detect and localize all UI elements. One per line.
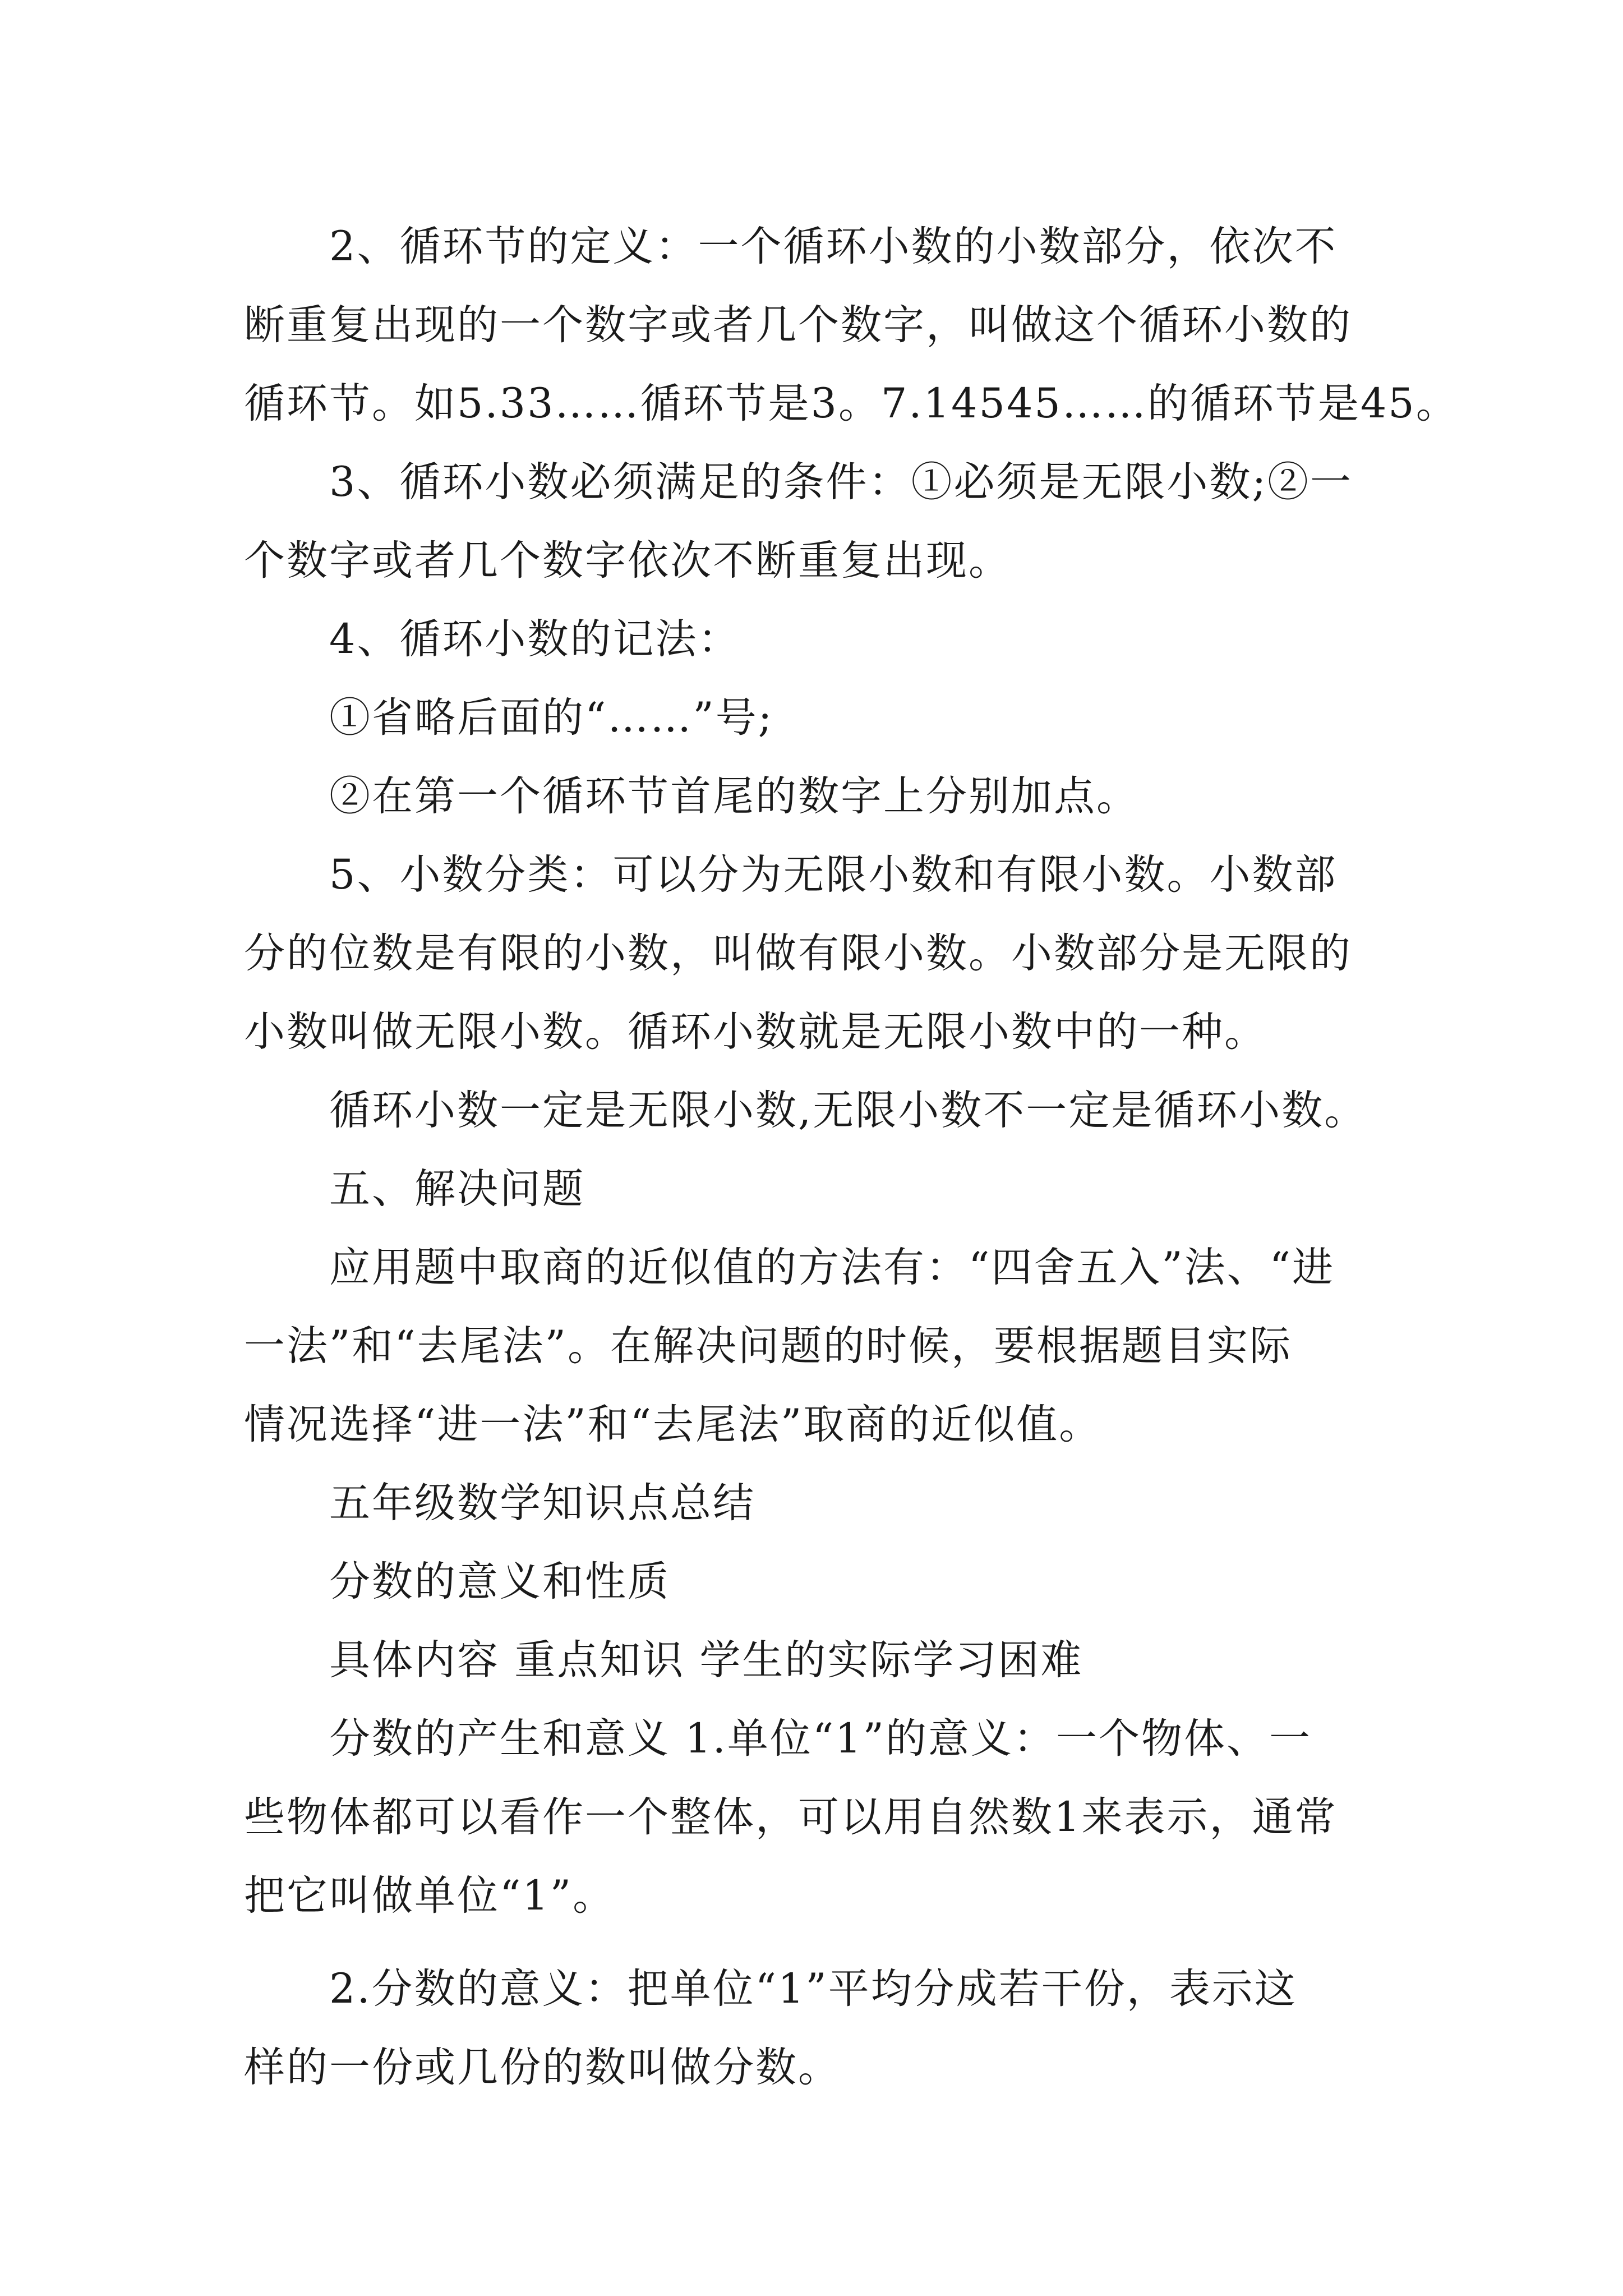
text-line: 循环小数一定是无限小数,无限小数不一定是循环小数。 xyxy=(329,1087,1367,1134)
text-line: 循环节。如5.33……循环节是3。7.14545……的循环节是45。 xyxy=(244,380,1459,427)
text-line: 具体内容 重点知识 学生的实际学习困难 xyxy=(329,1636,1083,1684)
text-line: 样的一份或几份的数叫做分数。 xyxy=(244,2044,841,2091)
section-heading: 五年级数学知识点总结 xyxy=(329,1479,755,1527)
section-heading: 五、解决问题 xyxy=(329,1165,585,1213)
text-line: ①省略后面的“……”号; xyxy=(329,694,774,742)
text-line: 2.分数的意义：把单位“1”平均分成若干份，表示这 xyxy=(329,1965,1297,2013)
text-line: 些物体都可以看作一个整体，可以用自然数1来表示，通常 xyxy=(244,1793,1338,1841)
text-line: ②在第一个循环节首尾的数字上分别加点。 xyxy=(329,772,1139,820)
text-line: 个数字或者几个数字依次不断重复出现。 xyxy=(244,537,1011,585)
text-line: 一法”和“去尾法”。在解决问题的时候，要根据题目实际 xyxy=(244,1322,1292,1370)
text-line: 情况选择“进一法”和“去尾法”取商的近似值。 xyxy=(244,1401,1102,1448)
text-line: 2、循环节的定义：一个循环小数的小数部分，依次不 xyxy=(329,223,1338,270)
text-line: 小数叫做无限小数。循环小数就是无限小数中的一种。 xyxy=(244,1008,1267,1056)
section-heading: 分数的意义和性质 xyxy=(329,1558,670,1605)
text-line: 分数的产生和意义 1.单位“1”的意义：一个物体、一 xyxy=(329,1715,1312,1763)
text-line: 应用题中取商的近似值的方法有：“四舍五入”法、“进 xyxy=(329,1244,1335,1291)
text-line: 4、循环小数的记法： xyxy=(329,615,741,663)
document-body xyxy=(244,208,1459,2107)
text-line: 把它叫做单位“1”。 xyxy=(244,1872,616,1920)
text-line: 3、循环小数必须满足的条件：①必须是无限小数;②一 xyxy=(329,458,1353,506)
text-line: 断重复出现的一个数字或者几个数字，叫做这个循环小数的 xyxy=(244,301,1352,349)
text-line: 分的位数是有限的小数，叫做有限小数。小数部分是无限的 xyxy=(244,930,1352,977)
text-line: 5、小数分类：可以分为无限小数和有限小数。小数部 xyxy=(329,851,1338,899)
